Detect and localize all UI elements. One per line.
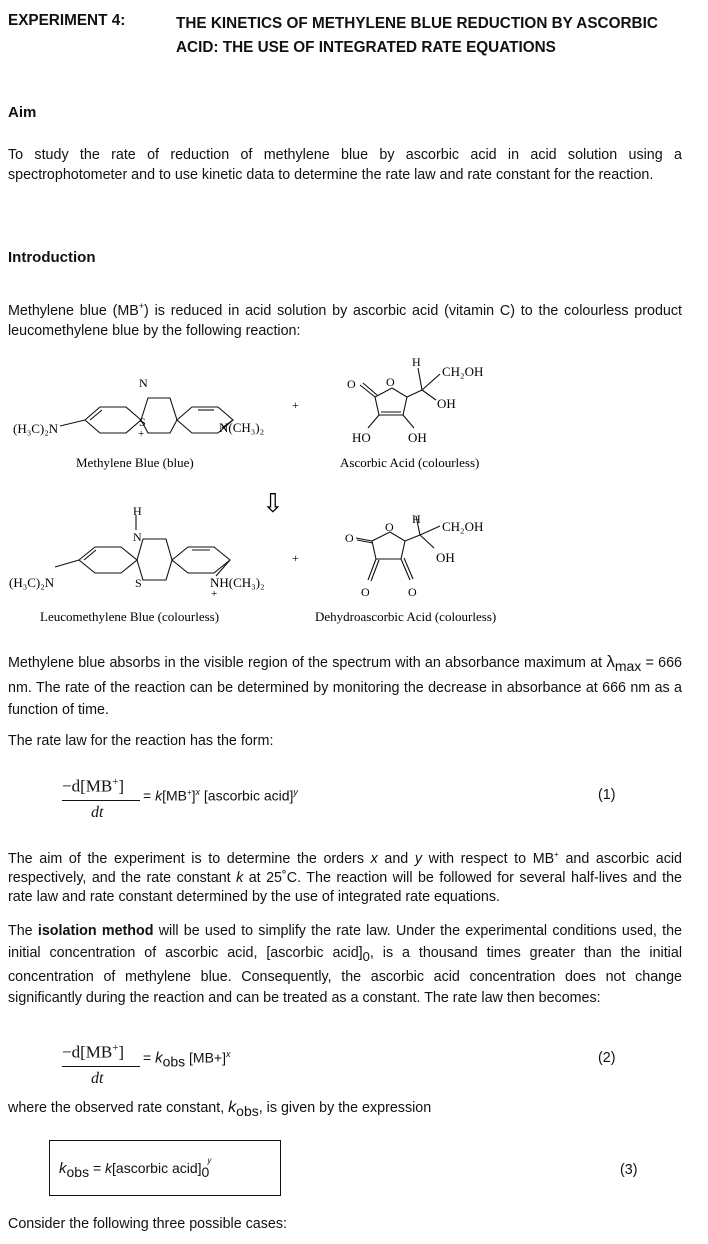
dha-carbonyl-o: O — [345, 531, 354, 545]
mb-caption: Methylene Blue (blue) — [76, 455, 194, 470]
eq1-rhs: = $k[MB^+]^x$ [ascorbic acid]$^y$ — [143, 787, 298, 804]
rate-law-intro: The rate law for the reaction has the form: — [8, 733, 274, 749]
eq3-box — [49, 1140, 281, 1196]
dha-caption: Dehydroascorbic Acid (colourless) — [315, 609, 497, 624]
asc-carbonyl-o: O — [347, 377, 356, 391]
mb-right-group: N(CH₃)₂ — [219, 420, 265, 435]
title-line-1: THE KINETICS OF METHYLENE BLUE REDUCTION BY ASCORBIC — [176, 15, 658, 32]
dha-keto-o-1: O — [361, 585, 370, 599]
eq2-denominator: dt — [91, 1070, 104, 1087]
asc-h-atom: H — [412, 355, 421, 369]
leuco-n-atom: N — [133, 530, 142, 544]
dha-ring-o: O — [385, 520, 394, 534]
leuco-caption: Leucomethylene Blue (colourless) — [40, 609, 220, 624]
leuco-left-group: (H₃C)₂N — [9, 575, 55, 590]
eq2-fraction-bar — [62, 1066, 140, 1067]
kobs-paragraph: where the observed rate constant, $k_{obs}$, is given by the expression — [8, 1099, 432, 1119]
mb-s-atom: S — [139, 415, 146, 429]
dha-h-atom: H — [412, 512, 421, 526]
reaction-arrow-icon: ⇩ — [262, 489, 284, 518]
eq1-fraction-bar — [62, 800, 140, 801]
leuco-right-group: NH(CH₃)₂ — [210, 575, 265, 590]
eq1-numerator: −d[MB+] — [62, 776, 125, 796]
introduction-heading: Introduction — [8, 249, 96, 266]
mb-left-group: (H₃C)₂N — [13, 421, 59, 436]
asc-ho: HO — [352, 430, 371, 445]
asc-oh: OH — [437, 396, 456, 411]
leuco-h-atom: H — [133, 504, 142, 518]
asc-ring-o: O — [386, 375, 395, 389]
dha-oh: OH — [436, 550, 455, 565]
asc-oh-2: OH — [408, 430, 427, 445]
eq3-content: $k_{obs}$ = k[ascorbic $acid]_0^y$ — [59, 1156, 212, 1180]
cases-intro: Consider the following three possible cases: — [8, 1216, 287, 1232]
eq1-denominator: dt — [91, 804, 104, 821]
aim-paragraph: To study the rate of reduction of methylene blue by ascorbic acid in acid solution using a spectrophotometer and to use kinetic data to determine the rate law and rate constant for the reaction. — [8, 147, 682, 183]
reaction-scheme — [0, 345, 708, 630]
title-line-2: ACID: THE USE OF INTEGRATED RATE EQUATIONS — [176, 39, 556, 56]
eq3-number: (3) — [620, 1162, 638, 1178]
eq2-number: (2) — [598, 1050, 616, 1066]
mb-n-atom: N — [139, 376, 148, 390]
asc-ch2oh: CH₂OH — [442, 364, 484, 379]
mb-plus-charge: + — [138, 428, 145, 440]
leuco-plus-charge: + — [211, 588, 218, 600]
isolation-method-paragraph: The isolation method will be used to simplify the rate law. Under the experimental conditions used, the initial concentration of ascorbic acid, [ascorbic $acid]_0$, is a thousand times greater than the initial concentration of methylene blue. Consequently, the ascorbic acid concentration does not change significantly during the reaction and can be treated as a constant. The rate law then becomes: — [8, 923, 682, 1007]
aim-heading: Aim — [8, 104, 37, 121]
page-title — [176, 12, 658, 60]
eq1-number: (1) — [598, 787, 616, 803]
eq2-rhs: = $k_{obs}$ $[MB+]^x$ — [143, 1049, 231, 1070]
dha-keto-o-2: O — [408, 585, 417, 599]
plus-sign-2: + — [292, 551, 299, 565]
plus-sign-1: + — [292, 398, 299, 412]
experiment-label: EXPERIMENT 4: — [8, 12, 126, 29]
absorbance-paragraph: Methylene blue absorbs in the visible region of the spectrum with an absorbance maximum at $\lambda_{max} = 666$ nm. The rate of the reaction can be determined by monitoring the decrease in absorbance at 666 nm as a function of time. — [8, 652, 682, 718]
aim-of-experiment-paragraph: The aim of the experiment is to determine the orders x and y with respect to MB+ and ascorbic acid respectively, and the rate constant k at 25˚C. The reaction will be followed for several half-lives and the rate law and rate constant determined by the use of integrated rate equations. — [8, 850, 682, 905]
leuco-s-atom: S — [135, 576, 142, 590]
eq2-numerator: −d[MB+] — [62, 1042, 125, 1062]
intro-paragraph: Methylene blue (MB+) is reduced in acid solution by ascorbic acid (vitamin C) to the colourless product leucomethylene blue by the following reaction: — [8, 301, 682, 339]
dha-ch2oh: CH₂OH — [442, 519, 484, 534]
asc-caption: Ascorbic Acid (colourless) — [340, 455, 480, 470]
